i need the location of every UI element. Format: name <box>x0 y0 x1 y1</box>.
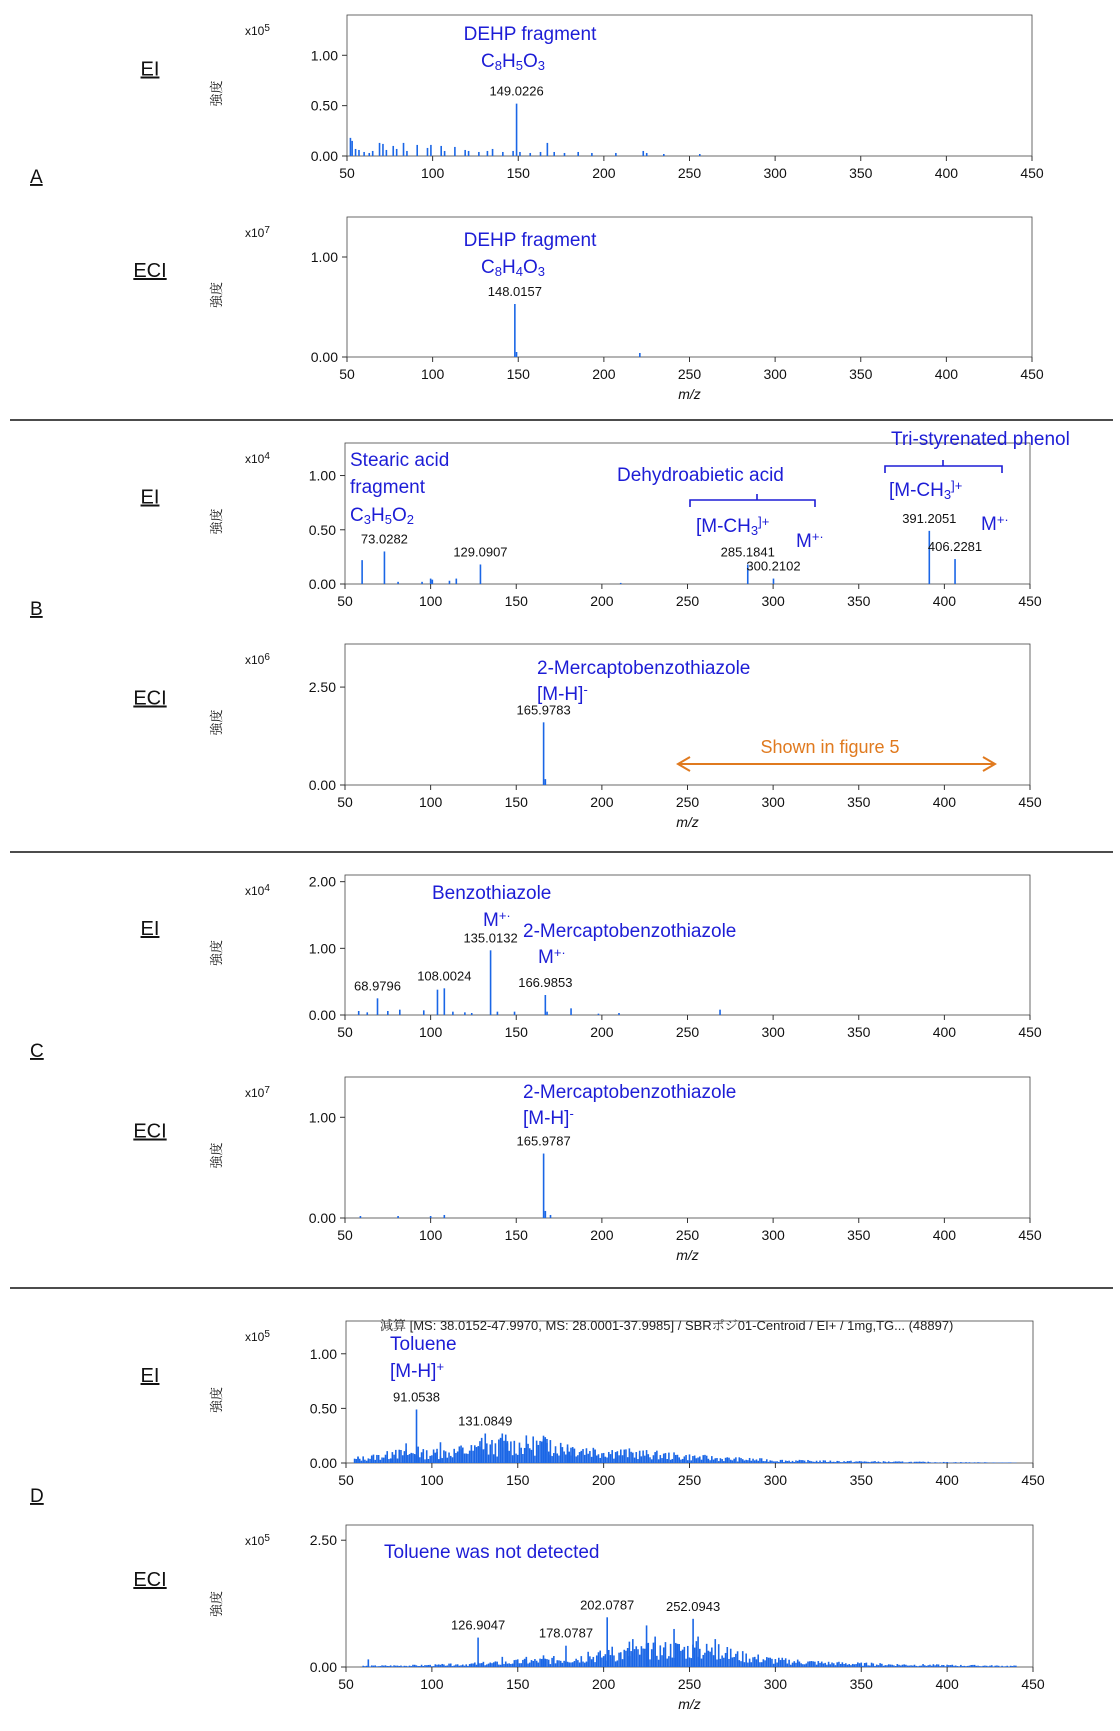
peak-mz-label: 285.1841 <box>720 544 775 560</box>
peak-mz-label: 166.9853 <box>518 975 573 990</box>
annotation-compound: Tri-styrenated phenol <box>891 429 1070 450</box>
x-tick-label: 400 <box>932 1227 957 1243</box>
annotation-compound: Benzothiazole <box>432 883 552 904</box>
plot-frame <box>347 217 1032 357</box>
spectrum-panel-d-ei <box>141 1321 1045 1488</box>
y-tick-label: 0.00 <box>308 777 336 793</box>
annotation-ion: M+· <box>483 908 511 931</box>
annotation-compound: 2-Mercaptobenzothiazole <box>523 1082 737 1103</box>
annotation-compound: DEHP fragment <box>463 230 597 251</box>
peak-mz-label: 131.0849 <box>458 1413 513 1429</box>
y-tick-label: 1.00 <box>308 940 336 957</box>
x-tick-label: 450 <box>1018 1227 1042 1243</box>
y-tick-label: 0.00 <box>309 1659 337 1675</box>
x-tick-label: 150 <box>504 794 528 810</box>
ionization-mode-label: ECI <box>133 687 167 710</box>
x-tick-label: 50 <box>337 1227 353 1243</box>
y-tick-label: 0.00 <box>310 349 338 365</box>
y-axis-label: 強度 <box>209 281 224 309</box>
annotation-formula: C8H4O3 <box>481 257 545 280</box>
annotation-ion: M+· <box>538 945 566 968</box>
y-tick-label: 0.00 <box>308 576 336 592</box>
x-tick-label: 450 <box>1018 794 1042 810</box>
y-axis-label: 強度 <box>209 1590 224 1618</box>
x-axis-label: m/z <box>676 1247 699 1263</box>
section-label-d: D <box>30 1486 44 1507</box>
y-tick-label: 0.00 <box>310 148 338 164</box>
x-tick-label: 300 <box>761 1024 785 1040</box>
peak-mz-label: 406.2281 <box>927 539 983 555</box>
x-axis-label: m/z <box>678 386 701 402</box>
x-tick-label: 100 <box>420 366 445 382</box>
x-tick-label: 300 <box>761 593 785 609</box>
y-axis-label: 強度 <box>209 939 224 967</box>
x-tick-label: 350 <box>849 165 873 181</box>
annotation-compound: 2-Mercaptobenzothiazole <box>523 921 737 942</box>
spectrum-panel-c-ei <box>141 874 1042 1040</box>
x-tick-label: 300 <box>763 1676 788 1692</box>
x-tick-label: 400 <box>934 366 959 382</box>
y-scale-exponent: x106 <box>245 651 270 667</box>
peak-mz-label: 148.0157 <box>487 284 542 299</box>
annotation-bracket <box>885 460 1002 473</box>
x-tick-label: 150 <box>504 1024 528 1040</box>
y-scale-exponent: x107 <box>245 1084 270 1100</box>
x-tick-label: 400 <box>935 1472 959 1488</box>
annotation-compound: DEHP fragment <box>463 24 597 45</box>
annotation-ion: [M-H]- <box>537 682 588 705</box>
annotation-ion: [M-H]+ <box>390 1359 445 1382</box>
x-tick-label: 350 <box>849 1676 873 1692</box>
peak-mz-label: 202.0787 <box>580 1597 635 1613</box>
y-tick-label: 1.00 <box>309 1345 337 1362</box>
x-tick-label: 250 <box>677 165 702 181</box>
x-tick-label: 100 <box>418 1227 443 1243</box>
y-tick-label: 1.00 <box>310 47 338 64</box>
section-label-a: A <box>30 167 43 188</box>
x-tick-label: 150 <box>506 1676 530 1692</box>
peak-mz-label: 391.2051 <box>902 510 957 526</box>
ionization-mode-label: EI <box>140 918 160 940</box>
y-tick-label: 1.00 <box>310 249 338 265</box>
y-tick-label: 2.50 <box>309 1532 337 1549</box>
x-tick-label: 300 <box>763 366 787 382</box>
annotation-ion: M+· <box>796 529 824 552</box>
x-tick-label: 200 <box>591 1676 616 1692</box>
y-tick-label: 0.00 <box>308 1007 336 1023</box>
x-tick-label: 300 <box>763 165 787 181</box>
y-axis-label: 強度 <box>209 1142 224 1169</box>
annotation-compound: fragment <box>350 477 425 498</box>
x-tick-label: 350 <box>849 366 873 382</box>
annotation-ion: [M-H]- <box>523 1106 574 1129</box>
annotation-compound: Stearic acid <box>350 450 450 471</box>
ionization-mode-label: ECI <box>133 1120 167 1143</box>
annotation-note: Toluene was not detected <box>384 1542 600 1563</box>
y-tick-label: 0.00 <box>309 1455 337 1471</box>
x-tick-label: 300 <box>761 794 785 810</box>
y-tick-label: 0.50 <box>308 521 336 538</box>
x-tick-label: 250 <box>677 1676 702 1692</box>
x-tick-label: 200 <box>590 1227 614 1243</box>
spectrum-header: 減算 [MS: 38.0152-47.9970, MS: 28.0001-37.9985] / SBRポジ01-Centroid / EI+ / 1mg,TG... (48897) <box>380 1318 954 1333</box>
x-tick-label: 100 <box>418 1024 443 1040</box>
x-tick-label: 100 <box>420 1676 444 1692</box>
x-tick-label: 200 <box>590 1024 614 1040</box>
y-scale-exponent: x104 <box>245 882 270 898</box>
x-tick-label: 50 <box>338 1472 354 1488</box>
peak-mz-label: 252.0943 <box>665 1598 721 1614</box>
x-tick-label: 150 <box>506 1472 530 1488</box>
x-tick-label: 350 <box>847 794 871 810</box>
annotation-ion: [M-CH3]+ <box>696 514 770 539</box>
y-tick-label: 2.00 <box>308 873 336 890</box>
y-axis-label: 強度 <box>209 709 224 736</box>
section-label-c: C <box>30 1041 44 1062</box>
y-scale-exponent: x105 <box>245 1532 270 1548</box>
peak-mz-label: 165.9787 <box>516 1133 571 1149</box>
plot-frame <box>347 15 1032 156</box>
x-tick-label: 450 <box>1018 593 1042 609</box>
peak-mz-label: 300.2102 <box>746 558 801 574</box>
y-tick-label: 0.00 <box>308 1210 336 1226</box>
y-scale-exponent: x104 <box>245 450 270 466</box>
peak-mz-label: 135.0132 <box>463 930 518 946</box>
peak-mz-label: 149.0226 <box>489 83 544 99</box>
section-label-b: B <box>30 599 43 620</box>
x-tick-label: 100 <box>420 165 445 181</box>
x-tick-label: 350 <box>849 1472 873 1488</box>
y-tick-label: 0.50 <box>310 97 338 114</box>
y-tick-label: 1.00 <box>308 467 336 484</box>
x-tick-label: 300 <box>763 1472 788 1488</box>
annotation-compound: Dehydroabietic acid <box>617 465 784 486</box>
arrow-note: Shown in figure 5 <box>760 737 900 757</box>
x-tick-label: 400 <box>935 1676 959 1692</box>
x-tick-label: 50 <box>339 366 355 382</box>
annotation-ion: M+· <box>981 512 1009 535</box>
y-tick-label: 0.50 <box>309 1400 337 1417</box>
x-tick-label: 150 <box>506 165 530 181</box>
y-scale-exponent: x107 <box>245 224 270 240</box>
y-axis-label: 強度 <box>209 80 224 107</box>
x-tick-label: 150 <box>506 366 530 382</box>
annotation-ion: [M-CH3]+ <box>889 478 963 503</box>
ionization-mode-label: EI <box>140 58 160 81</box>
x-tick-label: 250 <box>677 1472 702 1488</box>
x-tick-label: 250 <box>677 366 702 382</box>
x-tick-label: 350 <box>847 1227 871 1243</box>
y-scale-exponent: x105 <box>245 22 270 38</box>
annotation-compound: Toluene <box>390 1334 457 1355</box>
peak-mz-label: 91.0538 <box>393 1389 441 1405</box>
annotation-formula: C8H5O3 <box>481 51 545 74</box>
spectrum-panel-b-ei <box>141 443 1042 609</box>
x-tick-label: 200 <box>592 366 616 382</box>
x-tick-label: 100 <box>420 1472 444 1488</box>
annotation-bracket <box>690 494 815 507</box>
x-tick-label: 100 <box>418 794 443 810</box>
x-tick-label: 350 <box>847 593 871 609</box>
x-tick-label: 450 <box>1021 1472 1045 1488</box>
x-tick-label: 450 <box>1020 366 1044 382</box>
peak-mz-label: 73.0282 <box>360 531 408 547</box>
x-tick-label: 300 <box>761 1227 785 1243</box>
x-tick-label: 350 <box>847 1024 871 1040</box>
x-tick-label: 100 <box>418 593 443 609</box>
spectrum-panel-c-eci <box>133 1077 1042 1263</box>
x-tick-label: 250 <box>675 1024 700 1040</box>
ionization-mode-label: EI <box>140 1365 160 1387</box>
x-axis-label: m/z <box>676 814 699 830</box>
x-tick-label: 200 <box>590 794 614 810</box>
y-tick-label: 1.00 <box>308 1109 336 1126</box>
x-tick-label: 50 <box>337 794 353 810</box>
x-tick-label: 200 <box>592 165 616 181</box>
x-tick-label: 200 <box>591 1472 616 1488</box>
x-tick-label: 50 <box>338 1676 354 1692</box>
x-tick-label: 450 <box>1021 1676 1045 1692</box>
peak-mz-label: 108.0024 <box>417 968 472 984</box>
y-scale-exponent: x105 <box>245 1328 270 1344</box>
peak-mz-label: 129.0907 <box>453 544 508 560</box>
x-tick-label: 250 <box>675 794 700 810</box>
peak-mz-label: 178.0787 <box>538 1625 594 1641</box>
x-tick-label: 50 <box>339 165 355 181</box>
peak-mz-label: 126.9047 <box>450 1617 506 1633</box>
x-tick-label: 400 <box>932 794 957 810</box>
ionization-mode-label: ECI <box>133 1569 167 1591</box>
x-tick-label: 200 <box>590 593 614 609</box>
x-tick-label: 400 <box>934 165 959 181</box>
ionization-mode-label: ECI <box>133 260 167 282</box>
x-tick-label: 400 <box>932 1024 957 1040</box>
annotation-formula: C3H5O2 <box>350 505 414 528</box>
y-axis-label: 強度 <box>209 1386 224 1414</box>
x-tick-label: 150 <box>504 593 528 609</box>
x-tick-label: 50 <box>337 1024 353 1040</box>
y-axis-label: 強度 <box>209 508 224 535</box>
x-tick-label: 250 <box>675 593 700 609</box>
x-tick-label: 250 <box>675 1227 700 1243</box>
x-axis-label: m/z <box>678 1696 701 1712</box>
ionization-mode-label: EI <box>140 486 160 509</box>
peak-mz-label: 165.9783 <box>516 702 571 718</box>
annotation-compound: 2-Mercaptobenzothiazole <box>537 658 751 679</box>
x-tick-label: 400 <box>932 593 957 609</box>
y-tick-label: 2.50 <box>308 679 336 696</box>
peak-mz-label: 68.9796 <box>354 978 402 994</box>
double-arrow <box>678 757 995 771</box>
x-tick-label: 150 <box>504 1227 528 1243</box>
x-tick-label: 50 <box>337 593 353 609</box>
x-tick-label: 450 <box>1018 1024 1042 1040</box>
x-tick-label: 450 <box>1020 165 1044 181</box>
